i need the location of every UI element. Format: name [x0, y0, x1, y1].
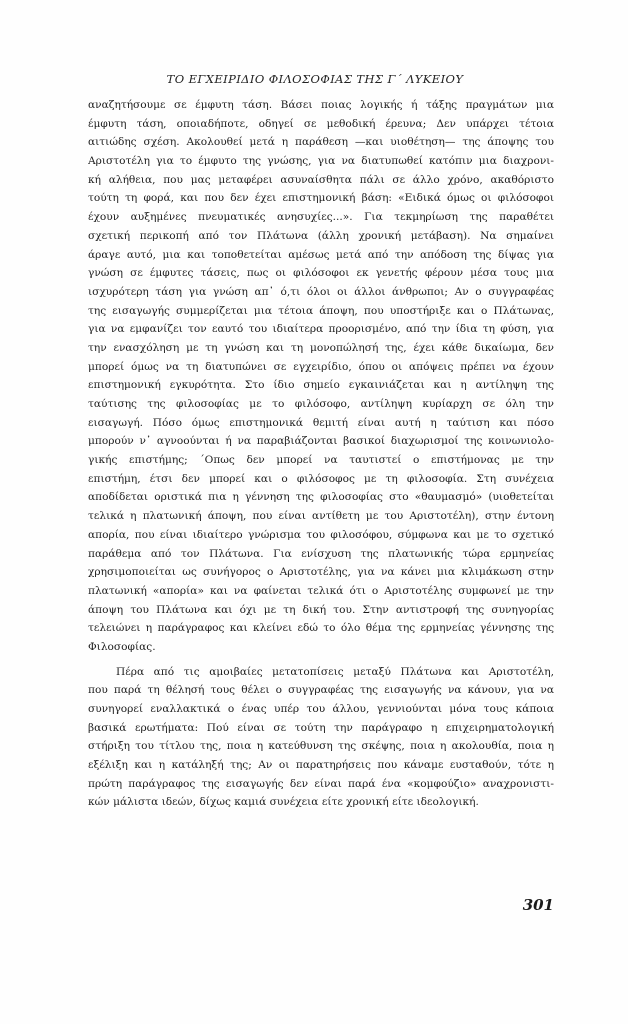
text-line: συνηγορεί εναλλακτικά ο ένας υπέρ του άλλου, γεννιούνται μόνα τους κάποια: [88, 703, 554, 715]
body-text: [88, 96, 554, 812]
text-line: άποψη του Πλάτωνα και όχι με τη δική του. Στην αντιστροφή της συνηγορίας: [88, 603, 554, 616]
text-line: γνώση σε έμφυτες τάσεις, πως οι φιλόσοφοι εκ γενετής φέρουν μέσα τους μια: [88, 267, 554, 280]
text-line: Αριστοτέλη για το έμφυτο της γνώσης, για να διατυπωθεί κατόπιν μια διαχρονι-: [88, 155, 554, 168]
text-line: πρώτη παράγραφος της εισαγωγής δεν είναι παρά ένα «κομφούζιο» αναχρονιστι-: [88, 777, 554, 790]
text-line: μπορούν ν᾿ αγνοούνται ή να παραβιάζονται βασικοί διαχωρισμοί της κοινωνιολο-: [88, 435, 554, 448]
text-line: επιστημονική εγκυρότητα. Στο ίδιο σημείο εγκαινιάζεται και η αντίληψη της: [88, 379, 554, 392]
text-line: εξέλιξη και η κατάληξή της; Αν οι παρατηρήσεις που κάναμε ευσταθούν, τότε η: [88, 759, 554, 772]
text-line: έχουν αυξημένες πνευματικές ανησυχίες...». Για τεκμηρίωση της παραθέτει: [88, 211, 554, 224]
page-number: 301: [522, 896, 554, 914]
text-line: χρησιμοποιείται ως συνήγορος ο Αριστοτέλης, για να κάνει μια κλιμάκωση στην: [88, 566, 554, 579]
running-head: ΤΟ ΕΓΧΕΙΡΙΔΙΟ ΦΙΛΟΣΟΦΙΑΣ ΤΗΣ Γ΄ ΛΥΚΕΙΟΥ: [166, 72, 464, 86]
text-line: γικής επιστήμης; ΄Οπως δεν μπορεί να ταυτιστεί ο επιστήμονας με την: [88, 454, 554, 467]
text-line: αναζητήσουμε σε έμφυτη τάση. Βάσει ποιας λογικής ή τάξης πραγμάτων μια: [88, 99, 554, 111]
text-line: που παρά τη θέλησή τους θέλει ο συγγραφέας της εισαγωγής να κάνουν, για να: [88, 684, 554, 697]
text-line: παράθεμα από τον Πλάτωνα. Για ενίσχυση της πλατωνικής τώρα ερμηνείας: [88, 547, 554, 560]
text-line: για να εμφανίζει τον εαυτό του ιδιαίτερα προορισμένο, από την ίδια τη φύση, για: [88, 323, 554, 336]
text-line: αποδίδεται οριστικά πια η γέννηση της φιλοσοφίας στο «θαυμασμό» (υιοθετείται: [88, 491, 554, 504]
text-line: τούτη τη φορά, και που δεν έχει επιστημονική βάση: «Ειδικά όμως οι φιλόσοφοι: [88, 192, 554, 205]
text-line: τελειώνει η παράγραφος και κλείνει εδώ το όλο θέμα της ερμηνείας γέννησης της: [88, 622, 554, 635]
text-line: τελικά η πλατωνική άποψη, που είναι αντίθετη με του Αριστοτέλη), στην έντονη: [88, 510, 554, 523]
text-line: ισχυρότερη τάση για γνώση απ᾿ ό,τι όλοι οι άλλοι άνθρωποι; Αν ο συγγραφέας: [88, 285, 554, 298]
text-line: αιτιώδης σχέση. Ακολουθεί μετά η παράθεση —και υιοθέτηση— της άποψης του: [88, 136, 554, 149]
text-line: κών μάλιστα ιδεών, δίχως καμιά συνέχεια είτε χρονική είτε ιδεολογική.: [88, 796, 479, 809]
text-line: μπορεί όμως να τη διατυπώνει σε εγχειρίδιο, όπου οι απόψεις πρέπει να έχουν: [88, 360, 554, 373]
paragraph-2: [88, 663, 554, 813]
text-line: της εισαγωγής συμμερίζεται μια τέτοια άποψη, που υποστήριξε και ο Πλάτωνας,: [88, 304, 554, 317]
text-line: σχετική περικοπή από τον Πλάτωνα (άλλη χρονική μετάβαση). Να σημαίνει: [88, 229, 554, 242]
text-line: εισαγωγή. Πόσο όμως επιστημονικά θεμιτή είναι αυτή η ταύτιση και πόσο: [88, 416, 554, 429]
text-line: ταύτισης της φιλοσοφίας με το φιλόσοφο, αντίληψη κυρίαρχη σε όλη την: [88, 398, 554, 410]
text-line: κή αλήθεια, που μας μεταφέρει ασυναίσθητα πάλι σε άλλο χρόνο, ακαθόριστο: [88, 173, 554, 186]
text-line: έμφυτη τάση, οποιαδήποτε, οδηγεί σε μεθοδική έρευνα; Δεν υπάρχει τέτοια: [88, 117, 554, 130]
text-line: στήριξη του τίτλου της, ποια η κατεύθυνση της σκέψης, ποια η ακολουθία, ποια η: [88, 740, 554, 753]
text-line: πλατωνική «απορία» και να φαίνεται τελικά ότι ο Αριστοτέλης συμφωνεί με την: [88, 584, 554, 597]
text-line: την ενασχόληση με τη γνώση και τη μονοπώλησή της, έχει κάθε δικαίωμα, δεν: [88, 341, 554, 354]
text-line: Πέρα από τις αμοιβαίες μετατοπίσεις μεταξύ Πλάτωνα και Αριστοτέλη,: [116, 665, 554, 678]
text-line: απορία, που είναι ιδιαίτερο γνώρισμα του φιλοσόφου, σύμφωνα και με το σχετικό: [88, 528, 554, 541]
text-line: άραγε αυτό, μια και τοποθετείται αμέσως μετά από την απόδοση της δίψας για: [88, 248, 554, 261]
text-line: βασικά ερωτήματα: Πού είναι σε τούτη την παράγραφο η επιχειρηματολογική: [88, 721, 554, 734]
text-line: Φιλοσοφίας.: [88, 640, 156, 653]
paragraph-1: [88, 96, 554, 657]
text-line: επιστήμη, έτσι δεν μπορεί και ο φιλόσοφος με τη φιλοσοφία. Στη συνέχεια: [88, 472, 554, 485]
